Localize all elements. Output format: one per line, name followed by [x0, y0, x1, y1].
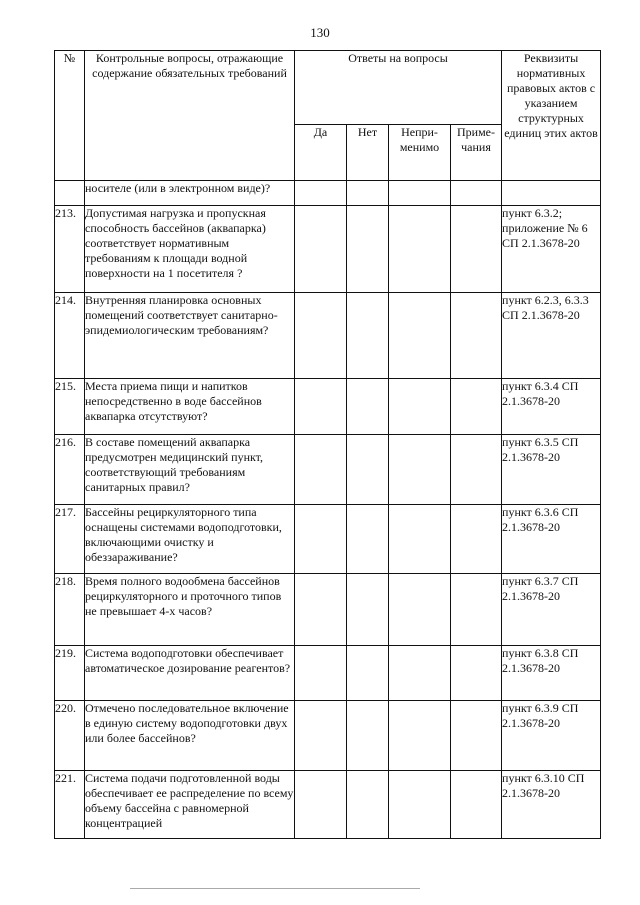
row-question: Время полного водообмена бассейнов рециркуляторного и проточного типов не превышает 4-х часов? — [85, 574, 295, 646]
answer-not-applicable-cell[interactable] — [389, 505, 451, 574]
answer-no-cell[interactable] — [347, 574, 389, 646]
answer-no-cell[interactable] — [347, 771, 389, 839]
checklist-table — [54, 50, 601, 839]
answer-no-cell[interactable] — [347, 505, 389, 574]
answer-yes-cell[interactable] — [295, 181, 347, 206]
answer-not-applicable-cell[interactable] — [389, 771, 451, 839]
table-row — [55, 646, 601, 701]
table-row — [55, 771, 601, 839]
header-answers: Ответы на вопросы — [295, 51, 502, 125]
answer-note-cell[interactable] — [451, 379, 502, 435]
answer-no-cell[interactable] — [347, 206, 389, 293]
answer-not-applicable-cell[interactable] — [389, 701, 451, 771]
row-number — [55, 181, 85, 206]
answer-note-cell[interactable] — [451, 574, 502, 646]
row-requisites — [502, 181, 601, 206]
answer-yes-cell[interactable] — [295, 646, 347, 701]
page-number: 130 — [310, 25, 330, 40]
row-question: Система водоподготовки обеспечивает автоматическое дозирование реагентов? — [85, 646, 295, 701]
table-row — [55, 206, 601, 293]
table-row — [55, 293, 601, 379]
answer-note-cell[interactable] — [451, 771, 502, 839]
answer-no-cell[interactable] — [347, 293, 389, 379]
answer-no-cell[interactable] — [347, 646, 389, 701]
answer-yes-cell[interactable] — [295, 293, 347, 379]
answer-yes-cell[interactable] — [295, 206, 347, 293]
row-requisites: пункт 6.3.5 СП 2.1.3678-20 — [502, 435, 601, 505]
row-number: 219. — [55, 646, 85, 701]
answer-not-applicable-cell[interactable] — [389, 293, 451, 379]
row-question: Допустимая нагрузка и пропускная способность бассейнов (аквапарка) соответствует нормативным требованиям к площади водной поверхности на 1 посетителя ? — [85, 206, 295, 293]
row-question: Бассейны рециркуляторного типа оснащены системами водоподготовки, включающими очистку и обеззараживание? — [85, 505, 295, 574]
row-question: носителе (или в электронном виде)? — [85, 181, 295, 206]
answer-yes-cell[interactable] — [295, 701, 347, 771]
answer-not-applicable-cell[interactable] — [389, 574, 451, 646]
row-requisites: пункт 6.3.9 СП 2.1.3678-20 — [502, 701, 601, 771]
row-requisites: пункт 6.3.10 СП 2.1.3678-20 — [502, 771, 601, 839]
table-row — [55, 574, 601, 646]
row-requisites: пункт 6.3.8 СП 2.1.3678-20 — [502, 646, 601, 701]
row-question: Система подачи подготовленной воды обеспечивает ее распределение по всему объему бассейна с равномерной концентрацией — [85, 771, 295, 839]
answer-yes-cell[interactable] — [295, 574, 347, 646]
answer-no-cell[interactable] — [347, 435, 389, 505]
row-number: 214. — [55, 293, 85, 379]
answer-not-applicable-cell[interactable] — [389, 379, 451, 435]
answer-not-applicable-cell[interactable] — [389, 181, 451, 206]
row-requisites: пункт 6.3.4 СП 2.1.3678-20 — [502, 379, 601, 435]
header-answer-note: Приме- чания — [451, 125, 502, 181]
row-question: Отмечено последовательное включение в единую систему водоподготовки двух или более бассейнов? — [85, 701, 295, 771]
row-requisites: пункт 6.3.2; приложение № 6 СП 2.1.3678-20 — [502, 206, 601, 293]
row-requisites: пункт 6.2.3, 6.3.3 СП 2.1.3678-20 — [502, 293, 601, 379]
row-question: В составе помещений аквапарка предусмотрен медицинский пункт, соответствующий требованиям санитарных правил? — [85, 435, 295, 505]
row-number: 221. — [55, 771, 85, 839]
answer-note-cell[interactable] — [451, 206, 502, 293]
answer-yes-cell[interactable] — [295, 435, 347, 505]
header-requisites: Реквизиты нормативных правовых актов с указанием структурных единиц этих актов — [502, 51, 601, 181]
answer-yes-cell[interactable] — [295, 771, 347, 839]
answer-yes-cell[interactable] — [295, 379, 347, 435]
table-row — [55, 435, 601, 505]
row-number: 220. — [55, 701, 85, 771]
answer-no-cell[interactable] — [347, 379, 389, 435]
page-bottom-divider — [130, 888, 420, 889]
answer-note-cell[interactable] — [451, 701, 502, 771]
header-answer-no: Нет — [347, 125, 389, 181]
row-number: 216. — [55, 435, 85, 505]
table-row — [55, 379, 601, 435]
answer-note-cell[interactable] — [451, 646, 502, 701]
table-row — [55, 181, 601, 206]
answer-no-cell[interactable] — [347, 701, 389, 771]
answer-note-cell[interactable] — [451, 293, 502, 379]
header-number: № — [55, 51, 85, 181]
row-question: Места приема пищи и напитков непосредственно в воде бассейнов аквапарка отсутствуют? — [85, 379, 295, 435]
table-row — [55, 701, 601, 771]
row-number: 217. — [55, 505, 85, 574]
answer-note-cell[interactable] — [451, 435, 502, 505]
row-question: Внутренняя планировка основных помещений соответствует санитарно-эпидемиологическим требованиям? — [85, 293, 295, 379]
answer-not-applicable-cell[interactable] — [389, 646, 451, 701]
row-requisites: пункт 6.3.7 СП 2.1.3678-20 — [502, 574, 601, 646]
answer-note-cell[interactable] — [451, 505, 502, 574]
answer-note-cell[interactable] — [451, 181, 502, 206]
row-number: 218. — [55, 574, 85, 646]
answer-no-cell[interactable] — [347, 181, 389, 206]
row-number: 215. — [55, 379, 85, 435]
header-question: Контрольные вопросы, отражающие содержание обязательных требований — [85, 51, 295, 181]
answer-not-applicable-cell[interactable] — [389, 435, 451, 505]
row-requisites: пункт 6.3.6 СП 2.1.3678-20 — [502, 505, 601, 574]
answer-not-applicable-cell[interactable] — [389, 206, 451, 293]
answer-yes-cell[interactable] — [295, 505, 347, 574]
table-row — [55, 505, 601, 574]
header-answer-not-applicable: Непри- менимо — [389, 125, 451, 181]
header-answer-yes: Да — [295, 125, 347, 181]
row-number: 213. — [55, 206, 85, 293]
